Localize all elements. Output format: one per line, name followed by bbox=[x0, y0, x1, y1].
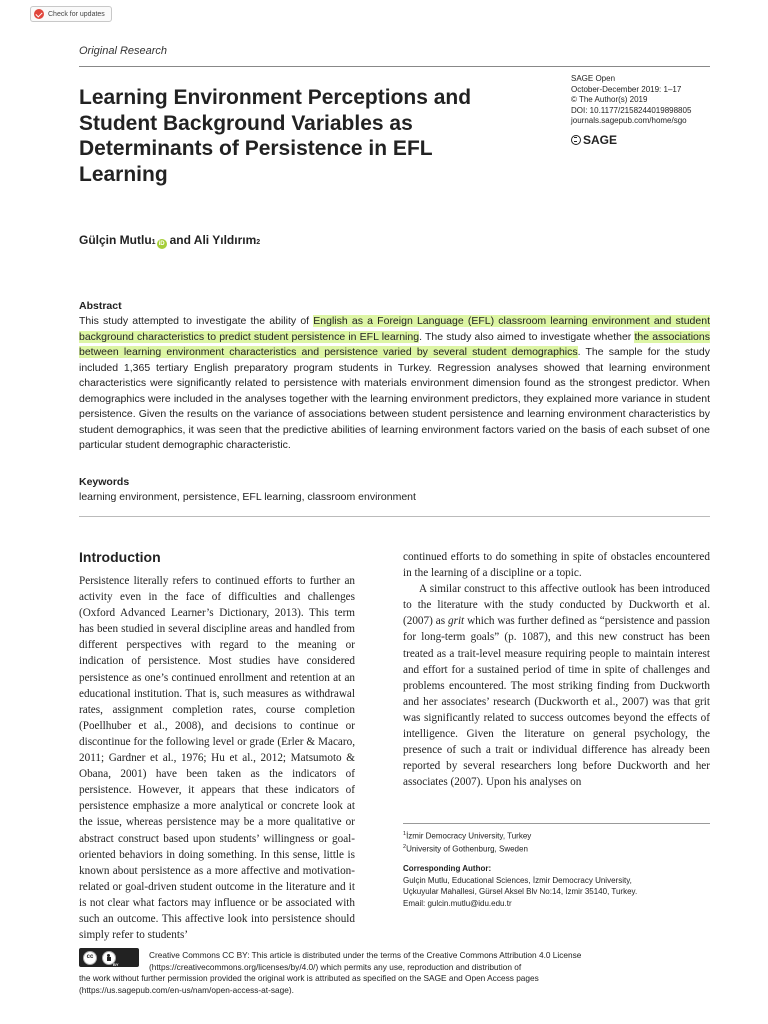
license-line-1: Creative Commons CC BY: This article is distributed under the terms of the Creative Commons Attribution 4.0 License bbox=[149, 950, 582, 960]
journal-url[interactable]: journals.sagepub.com/home/sgo bbox=[571, 116, 687, 125]
corresponding-author-email[interactable]: Email: gulcin.mutlu@idu.edu.tr bbox=[403, 898, 512, 908]
article-title: Learning Environment Perceptions and Student Background Variables as Determinants of Persistence in EFL Learning bbox=[79, 86, 472, 186]
author-name: Gülçin Mutlu bbox=[79, 233, 152, 247]
intro-paragraph-2-italic: grit bbox=[448, 615, 465, 628]
affiliation-1 bbox=[403, 829, 710, 842]
footnotes bbox=[403, 829, 710, 909]
journal-doi[interactable]: DOI: 10.1177/2158244019898805 bbox=[571, 105, 692, 115]
author-affiliation-sup: 1 bbox=[151, 239, 156, 246]
journal-name: SAGE Open bbox=[571, 74, 616, 83]
abstract-highlight-2: the associations between learning environment characteristics and persistence varied by several student demographics bbox=[79, 330, 710, 358]
abstract-text-1: This study attempted to investigate the ability of bbox=[79, 315, 314, 327]
body-column-right bbox=[403, 549, 710, 790]
keywords-divider bbox=[79, 516, 710, 517]
check-badge-icon bbox=[34, 9, 44, 19]
author-name-2: and Ali Yıldırım bbox=[169, 233, 257, 247]
abstract-text-3: . The sample for the study included 1,365 tertiary English preparatory program students in Turkey. Regression analyses showed that learning environment characteristics were significantly related to persistence with materials environment dimension found as the strongest predictor. When demographics were included in the analyses together with the learning environment predictors, they explained more variance in student persistence. Given the results on the variance of associations between student persistence and learning environment characteristics by student demographics, it was seen that the predictive abilities of learning environment factors varied on the basis of each subset of one particular student demographic characteristic. bbox=[79, 346, 711, 451]
article-type-label: Original Research bbox=[79, 45, 168, 57]
affiliation-2 bbox=[403, 842, 710, 855]
corresponding-author-line-2: Uçkuyular Mahallesi, Gürsel Aksel Blv No:14, İzmir 35140, Turkey. bbox=[403, 887, 638, 897]
intro-paragraph-2-text-a: A similar construct to this affective outlook has been introduced to the literature with the study conducted by Duckworth et al. (2007) as bbox=[403, 583, 710, 628]
cc-by-label: BY bbox=[113, 962, 119, 967]
author-affiliation-sup-2: 2 bbox=[256, 239, 261, 246]
abstract-body bbox=[79, 314, 710, 454]
orcid-icon[interactable]: iD bbox=[158, 241, 165, 247]
license-line-3: the work without further permission provided the original work is attributed as specified on the SAGE and Open Access pages bbox=[79, 973, 539, 983]
corresponding-author-line-1: Gulçin Mutlu, Educational Sciences, İzmir Democracy University, bbox=[403, 875, 632, 885]
intro-paragraph-2-text-b: which was further defined as “persistence and passion for long-term goals” (p. 1087), and this new construct has been treated as a trait-level measure requiring people to maintain interest and effort for a sustained period of time in spite of challenges and problems encountered. The most striking finding from Duckworth and her associates’ research (Duckworth et al., 2007) was that grit was significantly related to success outcomes beyond the effects of intelligence. Given the literature on general psychology, the presence of such a trait or individual difference has already been reported by several researchers long before Duckworth and her associates (2007). Upon his analyses on bbox=[403, 615, 710, 789]
abstract-heading: Abstract bbox=[79, 300, 122, 312]
check-for-updates-label: Check for updates bbox=[48, 10, 105, 18]
creative-commons-icon: cc bbox=[83, 951, 97, 965]
affiliation-2-sup: 2 bbox=[403, 844, 407, 851]
footnote-divider bbox=[403, 823, 710, 824]
journal-metadata bbox=[571, 74, 731, 127]
header-divider bbox=[79, 66, 710, 67]
license-line-4[interactable]: (https://us.sagepub.com/en-us/nam/open-access-at-sage). bbox=[79, 984, 294, 995]
sage-logo-icon bbox=[571, 135, 581, 145]
corresponding-author-heading: Corresponding Author: bbox=[403, 864, 492, 874]
check-for-updates-button[interactable] bbox=[30, 6, 112, 22]
intro-paragraph-2 bbox=[403, 581, 710, 790]
abstract-highlight-1: English as a Foreign Language (EFL) classroom learning environment and student background characteristics to predict student persistence in EFL learning bbox=[79, 315, 710, 343]
affiliation-1-text: İzmir Democracy University, Turkey bbox=[406, 831, 532, 841]
license-line-2[interactable]: (https://creativecommons.org/licenses/by/4.0/) which permits any use, reproduction and distribution of bbox=[149, 961, 522, 972]
introduction-heading: Introduction bbox=[79, 549, 161, 565]
intro-paragraph-continued: continued efforts to do something in spite of obstacles encountered in the learning of a discipline or a topic. bbox=[403, 551, 710, 580]
sage-logo-text: SAGE bbox=[583, 133, 618, 147]
body-column-left bbox=[79, 573, 355, 943]
affiliation-2-text: University of Gothenburg, Sweden bbox=[406, 844, 528, 854]
journal-copyright: © The Author(s) 2019 bbox=[571, 95, 648, 104]
affiliation-1-sup: 1 bbox=[403, 831, 407, 837]
journal-issue: October-December 2019: 1–17 bbox=[571, 84, 682, 94]
keywords-heading: Keywords bbox=[79, 476, 130, 488]
sage-logo bbox=[571, 133, 617, 147]
abstract-text-2: . The study also aimed to investigate whether bbox=[419, 330, 635, 343]
license-text bbox=[79, 950, 710, 996]
keywords-list: learning environment, persistence, EFL learning, classroom environment bbox=[79, 491, 416, 503]
intro-paragraph-1: Persistence literally refers to continued efforts to further an activity even in the face of difficulties and challenges (Oxford Advanced Learner’s Dictionary, 2013). This term has been studied in several discipline areas and handled from different perspectives with regard to the meaning or indication of persistence. Most studies have considered persistence as one’s continued enrollment and retention at an educational institution. That is, such measures as withdrawal rates, assignment completion rates, course completion (Poellhuber et al., 2008), and decisions to continue or discontinue for the following level or grade (Erler & Macaro, 2011; Gardner et al., 1976; Hu et al., 2012; Matsumoto & Obana, 2001) have been taken as the indicators of persistence. However, it appears that these indicators of persistence emphasize a more analytical or concrete look at the issue, whereas persistence may be a more qualitative or abstract construct based upon students’ willingness or goal-oriented behaviors in doing something. In this sense, little is known about persistence as a more affective and motivation-related or goal-driven student outcome in the literature and it is not clear what factors may influence or be associated with such an outcome. This affective look into persistence should simply refer to students’ bbox=[79, 575, 355, 942]
author-line bbox=[79, 233, 260, 248]
